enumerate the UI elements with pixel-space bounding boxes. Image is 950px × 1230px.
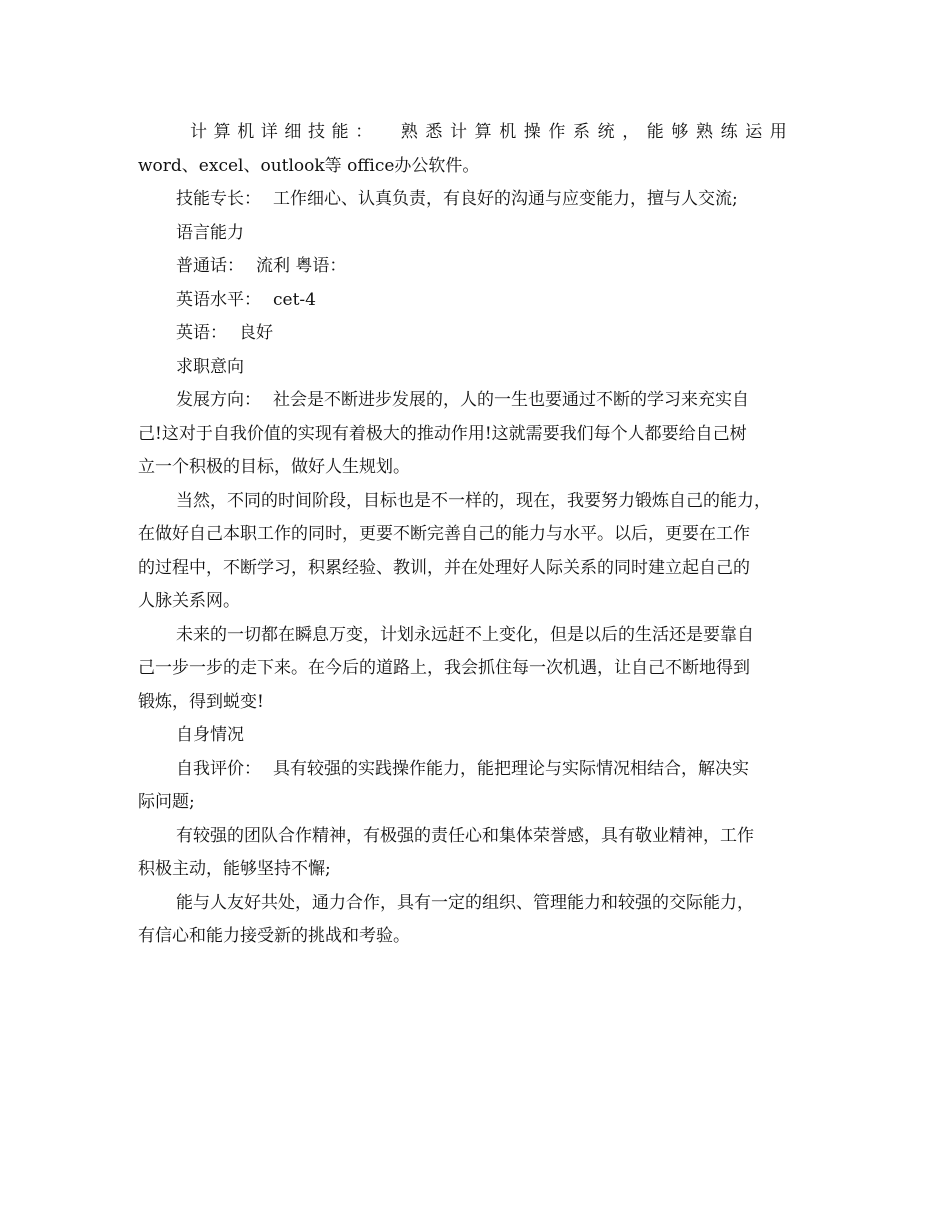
language-heading: 语言能力 [176, 222, 244, 243]
mandarin-line [138, 250, 818, 284]
evaluation-line-1 [138, 753, 818, 787]
intention-para3-line-2: 己一步一步的走下来。在今后的道路上，我会抓住每一次机遇，让自己不断地得到 [138, 658, 750, 678]
evaluation-line-2: 际问题; [138, 792, 195, 812]
english-line [138, 317, 818, 351]
computer-skills-text: 熟悉计算机操作系统，能够熟练运用 [400, 122, 795, 142]
english-level-value: cet-4 [273, 289, 316, 310]
evaluation-text-1: 具有较强的实践操作能力，能把理论与实际情况相结合，解决实 [273, 758, 749, 779]
computer-skills-line-2: word、excel、outlook等 office办公软件。 [138, 155, 480, 176]
intention-para2-line-2: 在做好自己本职工作的同时，更要不断完善自己的能力与水平。以后，更要在工作 [138, 524, 750, 544]
evaluation-label: 自我评价： [176, 758, 261, 779]
mandarin-label: 普通话： [176, 256, 244, 276]
english-level-line [138, 284, 818, 318]
self-heading: 自身情况 [176, 725, 244, 745]
intention-para2-line-3: 的过程中，不断学习，积累经验、教训，并在处理好人际关系的同时建立起自己的 [138, 557, 750, 578]
document-body [138, 116, 818, 954]
self-para2-line-2: 积极主动，能够坚持不懈; [138, 859, 331, 879]
cantonese-label: 粤语： [295, 256, 347, 276]
specialty-line [138, 183, 818, 217]
self-para2-line-1: 有较强的团队合作精神，有极强的责任心和集体荣誉感，具有敬业精神，工作 [176, 825, 754, 846]
direction-line-2: 己!这对于自我价值的实现有着极大的推动作用!这就需要我们每个人都要给自己树 [138, 423, 747, 444]
self-para3-line-1: 能与人友好共处，通力合作，具有一定的组织、管理能力和较强的交际能力， [176, 892, 754, 913]
specialty-label: 技能专长： [176, 189, 261, 209]
specialty-text: 工作细心、认真负责，有良好的沟通与应变能力，擅与人交流; [273, 189, 738, 209]
direction-text-1: 社会是不断进步发展的，人的一生也要通过不断的学习来充实自 [273, 390, 749, 410]
intention-para3-line-1: 未来的一切都在瞬息万变，计划永远赶不上变化，但是以后的生活还是要靠自 [176, 624, 754, 645]
mandarin-value: 流利 [256, 256, 290, 276]
intention-para2-line-1: 当然，不同的时间阶段，目标也是不一样的，现在，我要努力锻炼自己的能力， [176, 490, 771, 511]
english-level-label: 英语水平： [176, 289, 261, 310]
computer-skills-label: 计算机详细技能： [190, 122, 379, 142]
direction-line-1 [138, 384, 818, 418]
english-value: 良好 [239, 323, 273, 343]
english-label: 英语： [176, 323, 227, 343]
intention-para2-line-4: 人脉关系网。 [138, 591, 240, 611]
direction-label: 发展方向： [176, 390, 261, 410]
intention-para3-line-3: 锻炼，得到蜕变! [138, 691, 264, 712]
direction-line-3: 立一个积极的目标，做好人生规划。 [138, 457, 410, 477]
computer-skills-line [138, 116, 818, 150]
intention-heading: 求职意向 [176, 356, 244, 377]
self-para3-line-2: 有信心和能力接受新的挑战和考验。 [138, 926, 410, 946]
